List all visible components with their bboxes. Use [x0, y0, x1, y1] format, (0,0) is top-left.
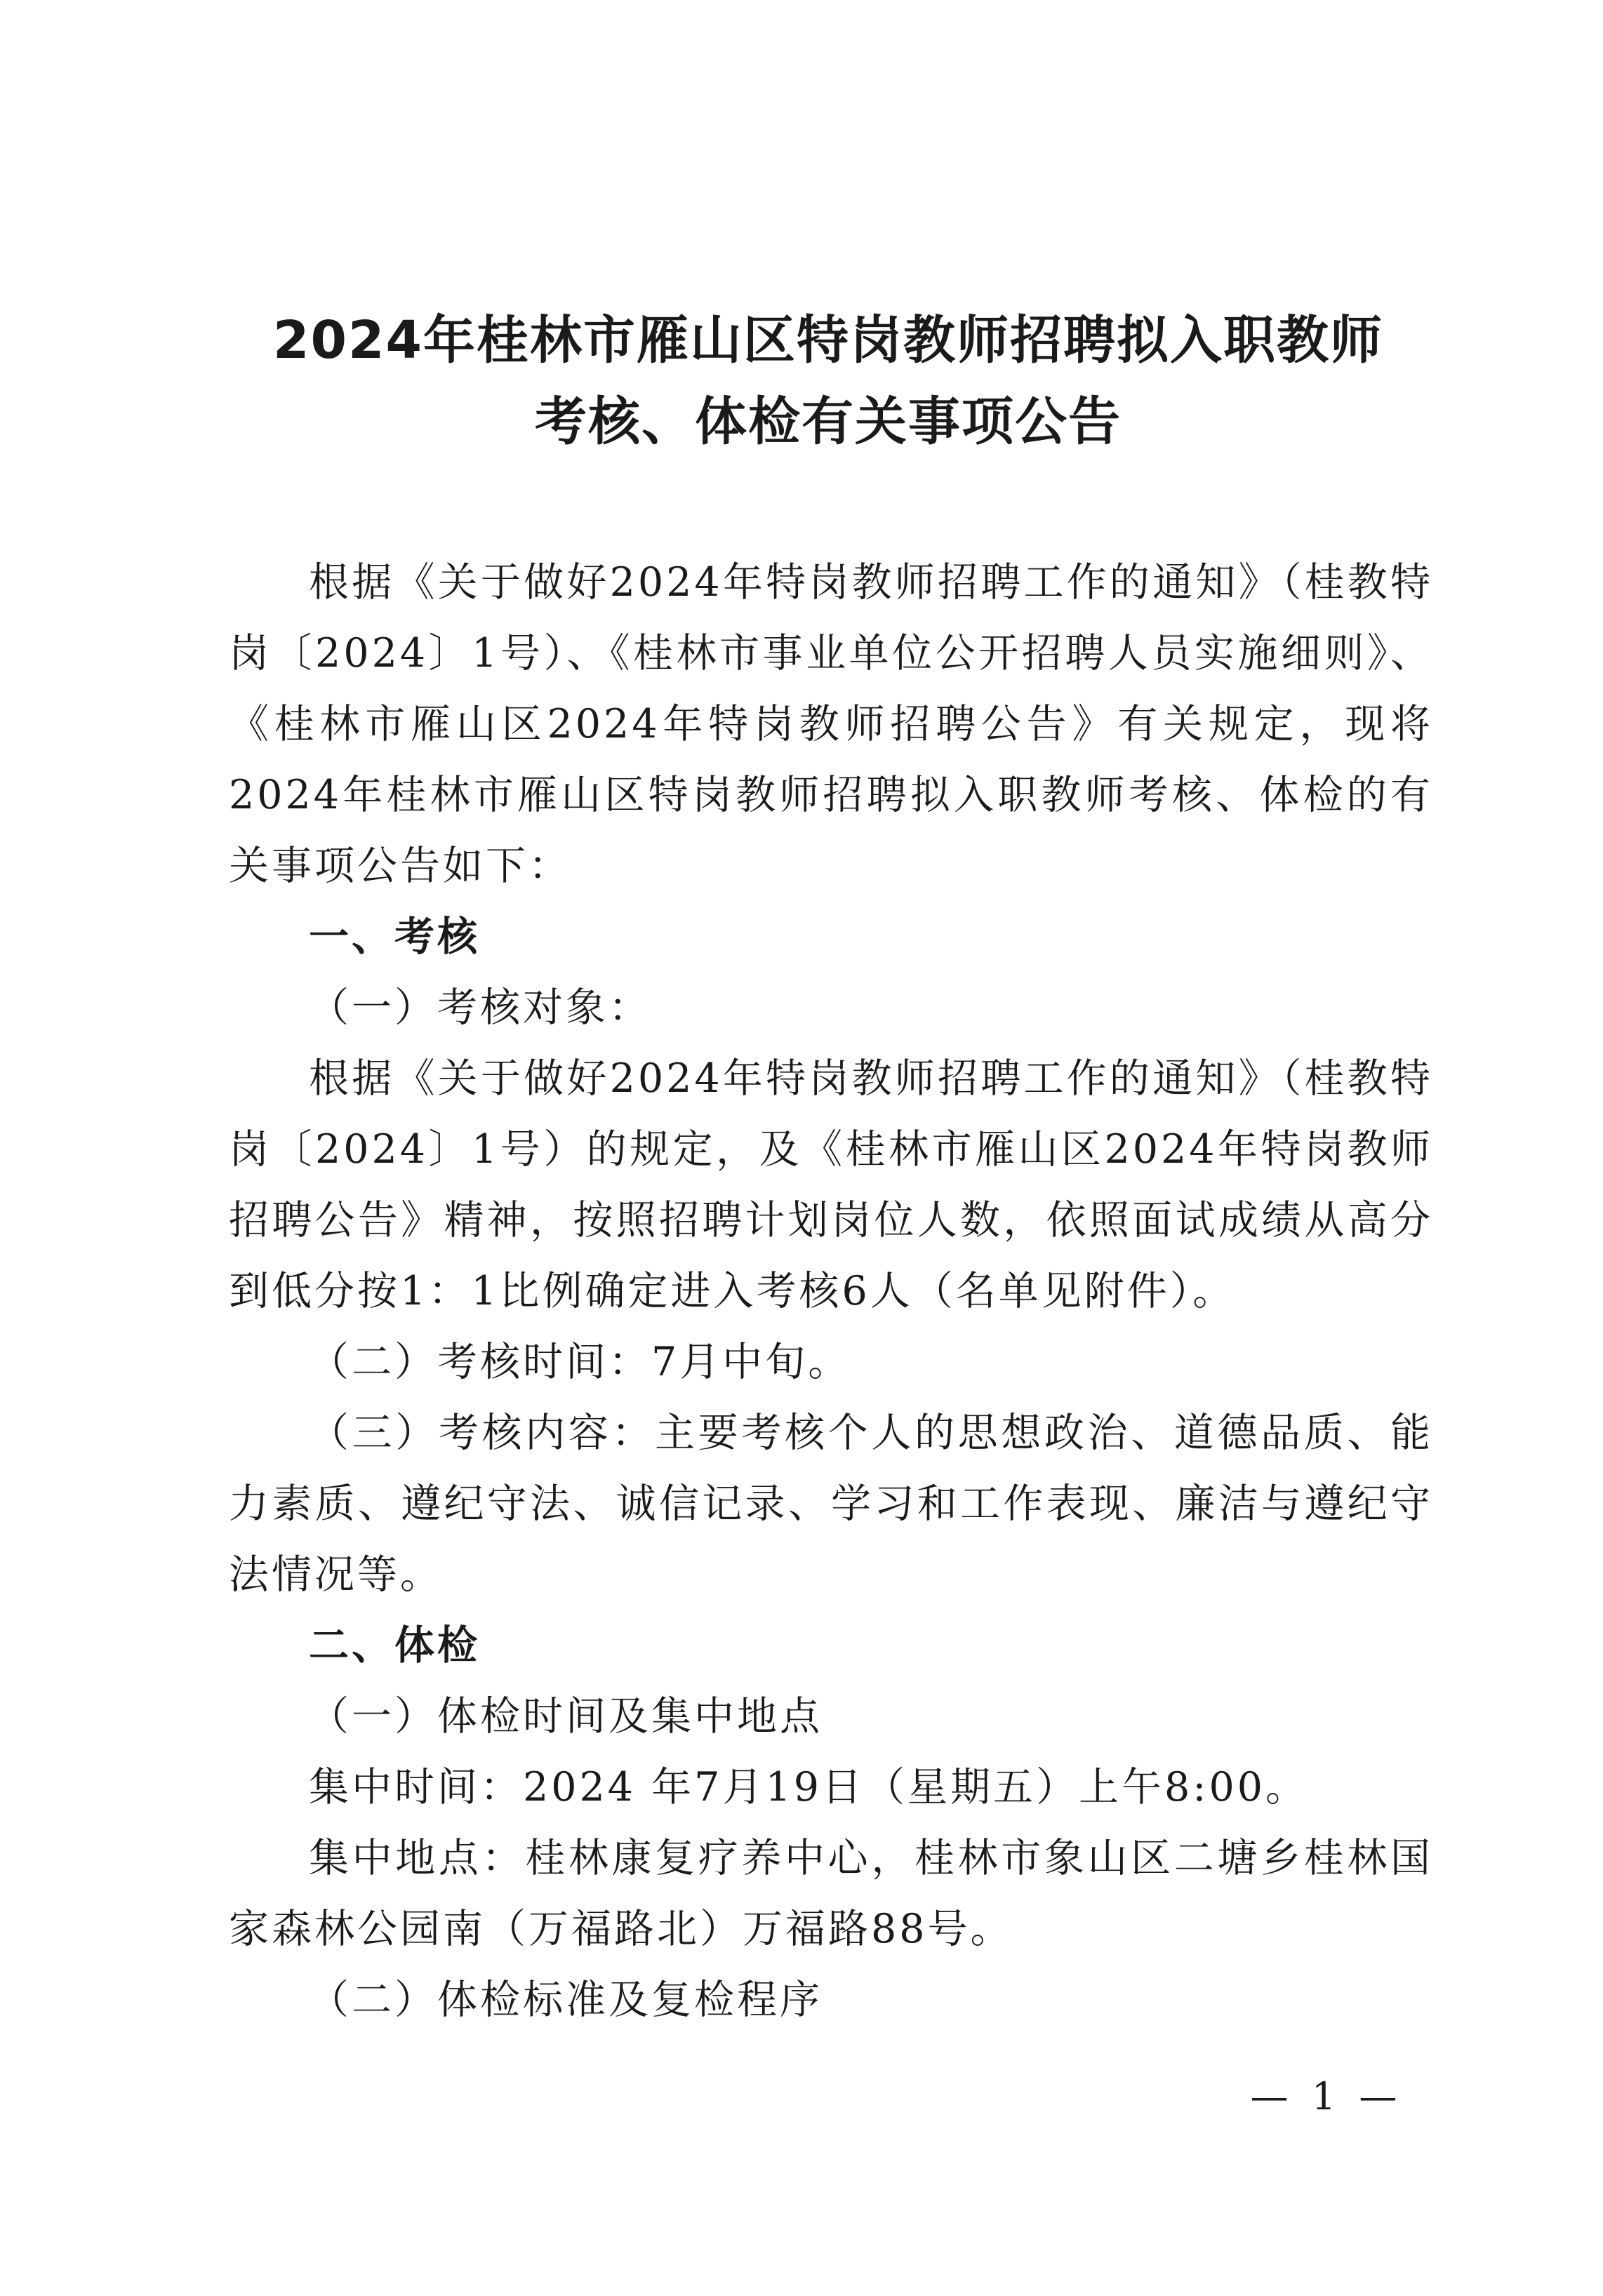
document-title-line-1: 2024年桂林市雁山区特岗教师招聘拟入职教师: [273, 310, 1383, 371]
document-body: [229, 547, 1433, 2036]
section-heading-assessment: 一、考核: [309, 914, 480, 960]
assessment-content-paragraph: （三）考核内容：主要考核个人的思想政治、道德品质、能力素质、遵纪守法、诚信记录、学习和工作表现、廉洁与遵纪守法情况等。: [229, 1410, 1433, 1598]
document-title-line-2: 考核、体检有关事项公告: [535, 392, 1122, 452]
exam-gather-place-paragraph: 集中地点：桂林康复疗养中心，桂林市象山区二塘乡桂林国家森林公园南（万福路北）万福路88号。: [229, 1835, 1433, 1952]
assessment-time-paragraph: （二）考核时间：7月中旬。: [309, 1339, 851, 1385]
exam-gather-time-paragraph: 集中时间：2024 年7月19日（星期五）上午8:00。: [309, 1764, 1308, 1810]
subheading-exam-time-place: （一）体检时间及集中地点: [309, 1693, 823, 1740]
subheading-exam-standard: （二）体检标准及复检程序: [309, 1977, 823, 2023]
page-number: — 1 —: [1250, 2074, 1403, 2118]
intro-paragraph: 根据《关于做好2024年特岗教师招聘工作的通知》（桂教特岗〔2024〕1号）、《桂林市事业单位公开招聘人员实施细则》、《桂林市雁山区2024年特岗教师招聘公告》有关规定，现将2024年桂林市雁山区特岗教师招聘拟入职教师考核、体检的有关事项公告如下：: [229, 559, 1433, 889]
subheading-assessment-target: （一）考核对象：: [309, 985, 651, 1031]
section-heading-physical-exam: 二、体检: [309, 1622, 480, 1669]
assessment-target-paragraph: 根据《关于做好2024年特岗教师招聘工作的通知》（桂教特岗〔2024〕1号）的规定，及《桂林市雁山区2024年特岗教师招聘公告》精神，按照招聘计划岗位人数，依照面试成绩从高分到低分按1：1比例确定进入考核6人（名单见附件）。: [229, 1055, 1433, 1314]
